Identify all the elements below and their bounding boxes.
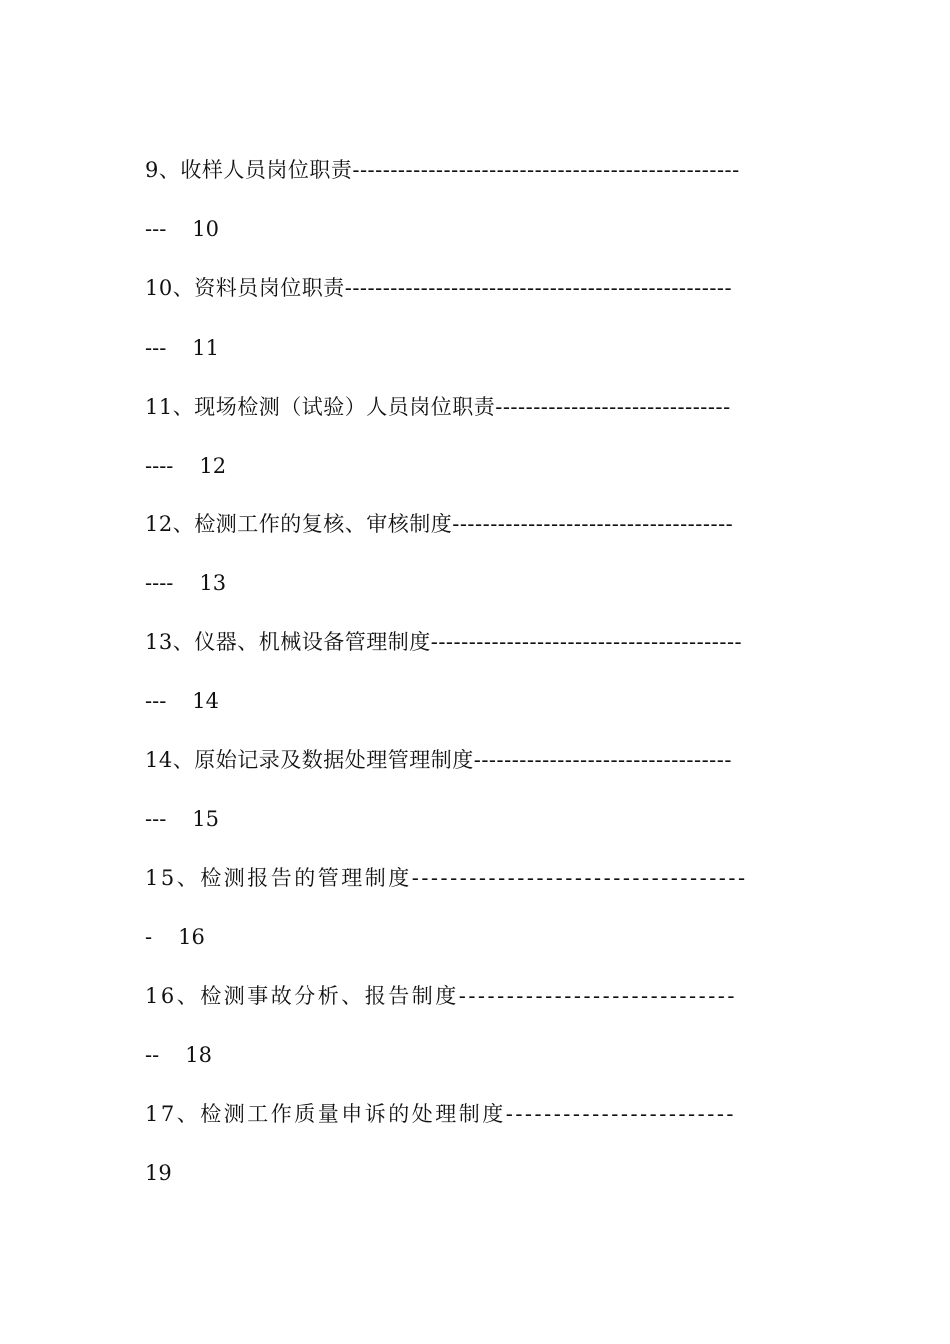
toc-entry-16-title: 16、检测事故分析、报告制度----------------------------- bbox=[145, 984, 737, 1008]
toc-entry-16-page: 18 bbox=[185, 1043, 212, 1067]
toc-entry-14-continuation bbox=[145, 804, 219, 834]
toc-entry-13-dashes: --- bbox=[145, 689, 167, 713]
toc-entry-9-page: 10 bbox=[192, 217, 220, 241]
toc-entry-11-page: 12 bbox=[199, 454, 227, 478]
toc-entry-9-continuation bbox=[145, 214, 219, 244]
toc-entry-11-continuation bbox=[145, 451, 226, 481]
toc-entry-17-continuation bbox=[145, 1158, 172, 1188]
toc-entry-15-dashes: - bbox=[145, 925, 153, 949]
toc-entry-16-continuation bbox=[145, 1040, 212, 1070]
toc-entry-9-title: 9、收样人员岗位职责--------------------------------------------------- bbox=[145, 158, 740, 182]
toc-entry-16-dashes: -- bbox=[145, 1043, 160, 1067]
toc-entry-15-continuation bbox=[145, 922, 205, 952]
toc-entry-10-title: 10、资料员岗位职责--------------------------------------------------- bbox=[145, 276, 733, 300]
toc-entry-13-continuation bbox=[145, 686, 219, 716]
toc-entry-17-page: 19 bbox=[145, 1161, 172, 1185]
toc-entry-13-title: 13、仪器、机械设备管理制度----------------------------------------- bbox=[145, 630, 743, 654]
toc-entry-12-continuation bbox=[145, 568, 226, 598]
toc-entry-17-title: 17、检测工作质量申诉的处理制度------------------------ bbox=[145, 1102, 737, 1126]
toc-entry-15-title: 15、检测报告的管理制度----------------------------------- bbox=[145, 866, 748, 890]
toc-entry-11-title: 11、现场检测（试验）人员岗位职责------------------------------- bbox=[145, 395, 731, 419]
toc-entry-11-dashes: ---- bbox=[145, 454, 174, 478]
toc-entry-15-page: 16 bbox=[178, 925, 205, 949]
toc-entry-14-title: 14、原始记录及数据处理管理制度---------------------------------- bbox=[145, 748, 732, 772]
toc-entry-9-dashes: --- bbox=[145, 217, 167, 241]
toc-entry-10-dashes: --- bbox=[145, 336, 167, 360]
toc-entry-12-title: 12、检测工作的复核、审核制度------------------------------------- bbox=[145, 512, 734, 536]
toc-entry-12-page: 13 bbox=[199, 571, 227, 595]
toc-entry-14-page: 15 bbox=[192, 807, 220, 831]
toc-entry-12-dashes: ---- bbox=[145, 571, 174, 595]
toc-entry-10-page: 11 bbox=[192, 336, 220, 360]
toc-entry-14-dashes: --- bbox=[145, 807, 167, 831]
toc-entry-13-page: 14 bbox=[192, 689, 220, 713]
toc-entry-10-continuation bbox=[145, 333, 219, 363]
